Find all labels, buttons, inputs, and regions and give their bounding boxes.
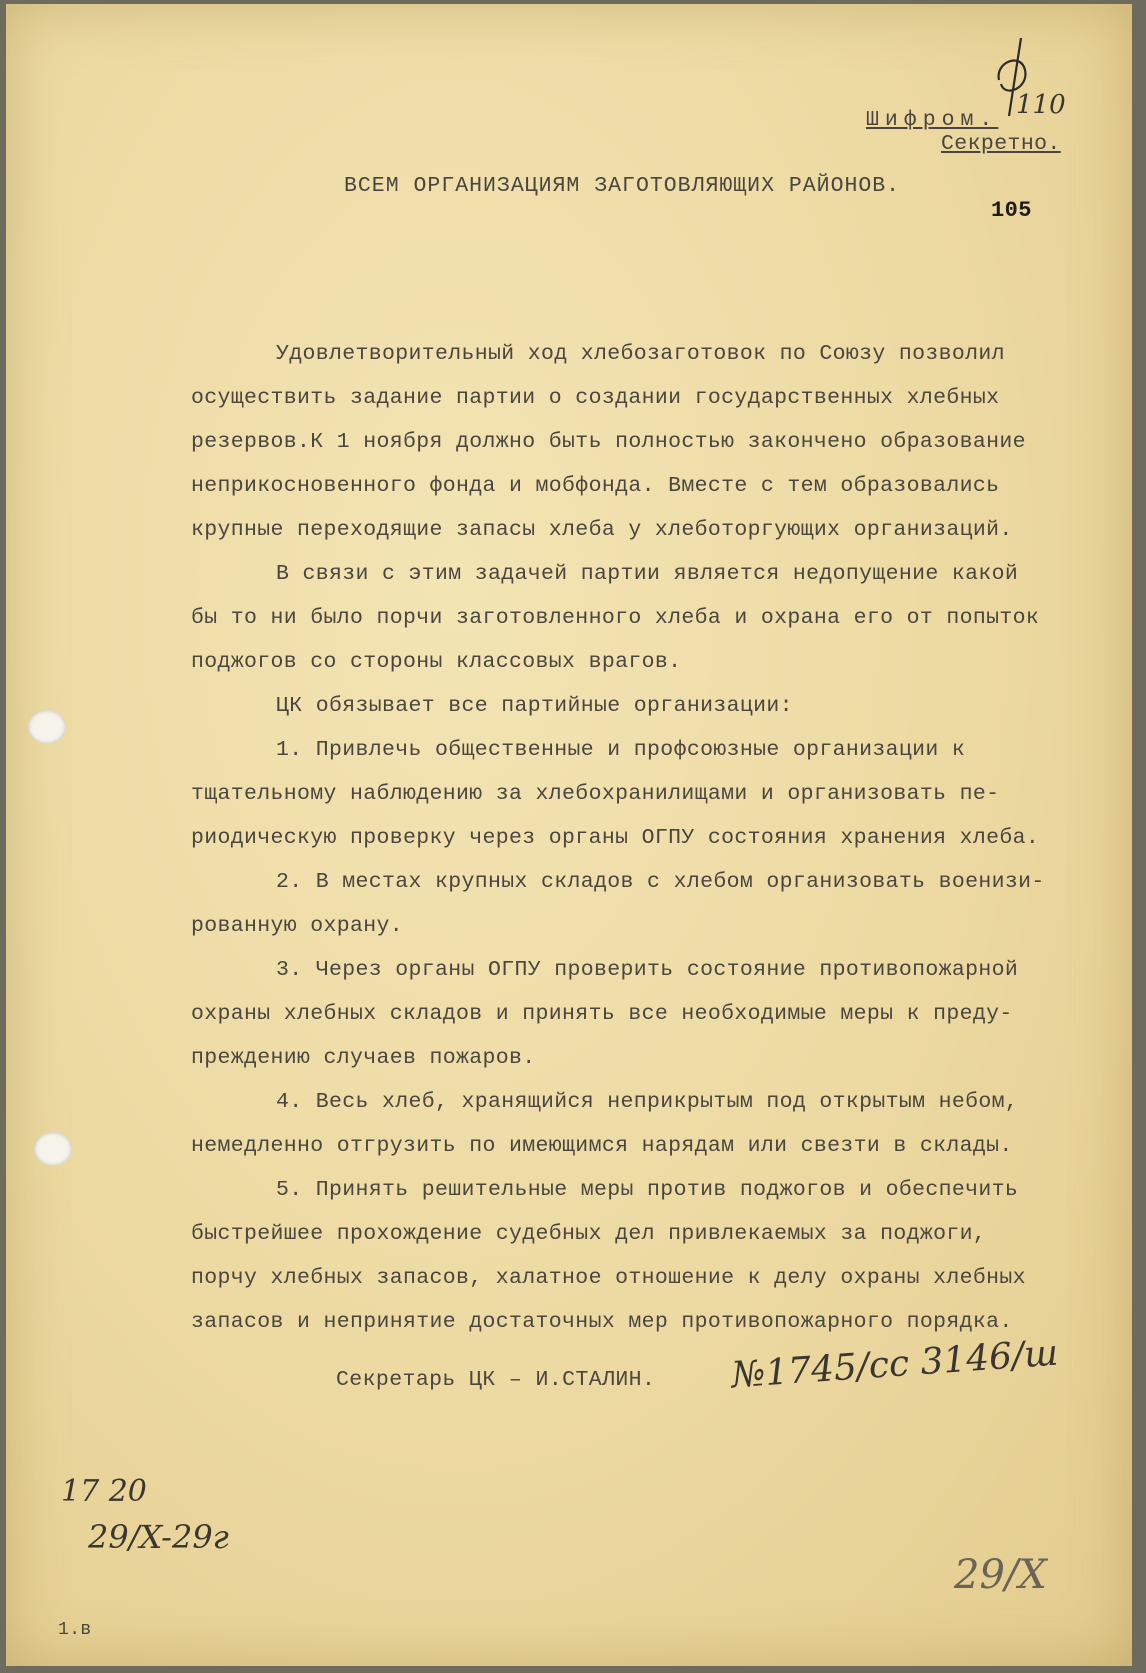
body-line: крупные переходящие запасы хлеба у хлеботоргующих организаций.: [191, 518, 1013, 542]
body-line: осуществить задание партии о создании государственных хлебных: [191, 386, 1000, 410]
handwritten-date: 29/X-29г: [88, 1518, 229, 1556]
body-line: неприкосновенного фонда и мобфонда. Вместе с тем образовались: [191, 474, 1000, 498]
cipher-label: Шифром.: [866, 108, 999, 132]
punch-hole: [28, 710, 66, 744]
body-line: поджогов со стороны классовых врагов.: [191, 650, 682, 674]
body-line: преждению случаев пожаров.: [191, 1046, 536, 1070]
body-line: В связи с этим задачей партии является недопущение какой: [276, 562, 1019, 586]
body-line: порчу хлебных запасов, халатное отношение к делу охраны хлебных: [191, 1266, 1026, 1290]
handwritten-time: 17 20: [61, 1474, 147, 1509]
body-line: охраны хлебных складов и принять все необходимые меры к преду-: [191, 1002, 1013, 1026]
handwritten-reference: №1745/сс 3146/ш: [729, 1332, 1060, 1397]
body-line: 3. Через органы ОГПУ проверить состояние противопожарной: [276, 958, 1019, 982]
body-line: 5. Принять решительные меры против поджогов и обеспечить: [276, 1178, 1019, 1202]
body-line: быстрейшее прохождение судебных дел привлекаемых за поджоги,: [191, 1222, 987, 1246]
body-line: Удовлетворительный ход хлебозаготовок по Союзу позволил: [276, 342, 1005, 366]
document-sheet: [6, 4, 1132, 1666]
body-line: 4. Весь хлеб, хранящийся неприкрытым под открытым небом,: [276, 1090, 1019, 1114]
body-line: рованную охрану.: [191, 914, 404, 938]
body-line: запасов и непринятие достаточных мер противопожарного порядка.: [191, 1310, 1013, 1334]
page-number: 105: [991, 198, 1032, 223]
secrecy-label: Секретно.: [941, 132, 1061, 156]
body-line: тщательному наблюдению за хлебохранилищами и организовать пе-: [191, 782, 1000, 806]
signature-line: Секретарь ЦК – И.СТАЛИН.: [336, 1368, 656, 1392]
body-line: резервов.К 1 ноября должно быть полностью закончено образование: [191, 430, 1026, 454]
archive-number: 110: [1016, 90, 1066, 120]
sheet-mark: 1.в: [58, 1620, 92, 1640]
body-line: риодическую проверку через органы ОГПУ состояния хранения хлеба.: [191, 826, 1040, 850]
punch-hole: [34, 1132, 72, 1166]
body-line: 1. Привлечь общественные и профсоюзные организации к: [276, 738, 966, 762]
body-line: ЦК обязывает все партийные организации:: [276, 694, 793, 718]
body-line: немедленно отгрузить по имеющимся нарядам или свезти в склады.: [191, 1134, 1013, 1158]
handwritten-date-right: 29/X: [954, 1552, 1047, 1598]
document-title: ВСЕМ ОРГАНИЗАЦИЯМ ЗАГОТОВЛЯЮЩИХ РАЙОНОВ.: [344, 174, 901, 198]
body-line: бы то ни было порчи заготовленного хлеба и охрана его от попыток: [191, 606, 1040, 630]
body-line: 2. В местах крупных складов с хлебом организовать военизи-: [276, 870, 1045, 894]
